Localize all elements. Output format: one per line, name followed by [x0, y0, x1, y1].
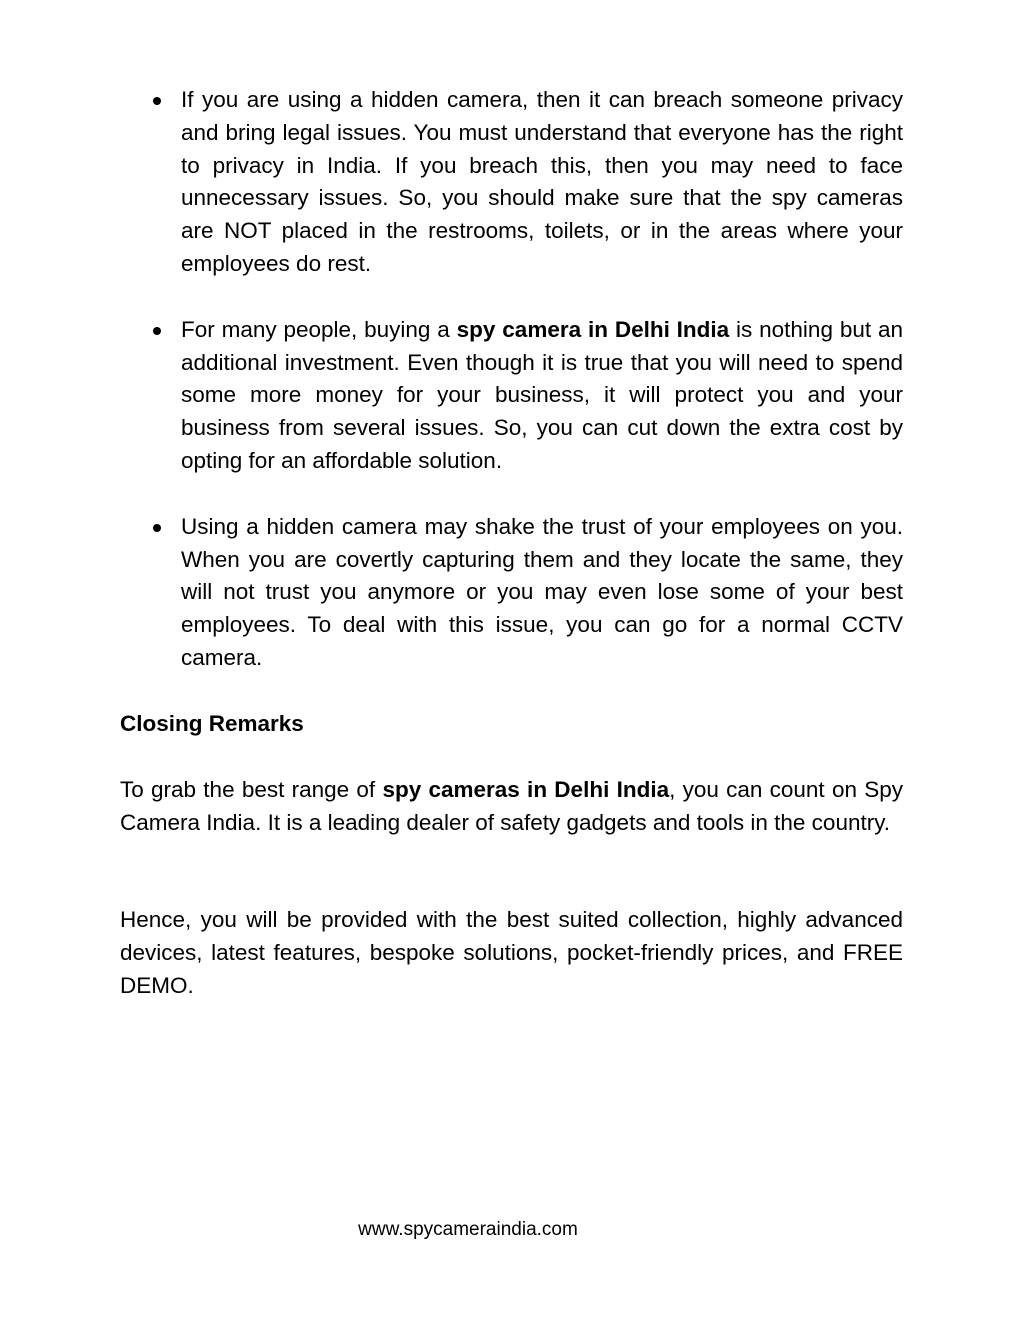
closing-paragraph-1: [120, 774, 903, 840]
bullet-item-trust: [120, 511, 903, 675]
bold-keyword: spy cameras in Delhi India: [382, 777, 670, 802]
section-heading: Closing Remarks: [120, 711, 304, 736]
bullet-text-rest: is nothing but an additional investment. Even though it is true that you will need to spend some more money for your business, it will protect you and your business from several issues. So, you can cut down the extra cost by opting for an affordable solution.: [181, 316, 903, 473]
bullet-dot-icon: [153, 327, 161, 335]
closing-paragraph-2: Hence, you will be provided with the best suited collection, highly advanced devices, latest features, bespoke solutions, pocket-friendly prices, and FREE DEMO.: [120, 907, 903, 998]
paragraph-text-lead: To grab the best range of: [120, 777, 383, 802]
bullet-item-privacy: [120, 84, 903, 281]
bullet-dot-icon: [153, 524, 161, 532]
bullet-list: [120, 84, 903, 708]
bullet-text-lead: For many people, buying a: [181, 316, 457, 342]
bold-keyword: spy camera in Delhi India: [456, 316, 730, 342]
bullet-text: Using a hidden camera may shake the trust of your employees on you. When you are covertly capturing them and they locate the same, they will not trust you anymore or you may even lose some of your best employees. To deal with this issue, you can go for a normal CCTV camera.: [181, 513, 903, 670]
footer-url: www.spycameraindia.com: [358, 1219, 578, 1240]
bullet-item-investment: [120, 314, 903, 478]
bullet-text: If you are using a hidden camera, then it can breach someone privacy and bring legal issues. You must understand that everyone has the right to privacy in India. If you breach this, then you may need to face unnecessary issues. So, you should make sure that the spy cameras are NOT placed in the restrooms, toilets, or in the areas where your employees do rest.: [181, 87, 903, 276]
bullet-text: [181, 317, 903, 473]
bullet-dot-icon: [153, 97, 161, 105]
paragraph-text-rest: , you can count on Spy Camera India. It is a leading dealer of safety gadgets and tools in the country.: [120, 777, 903, 835]
